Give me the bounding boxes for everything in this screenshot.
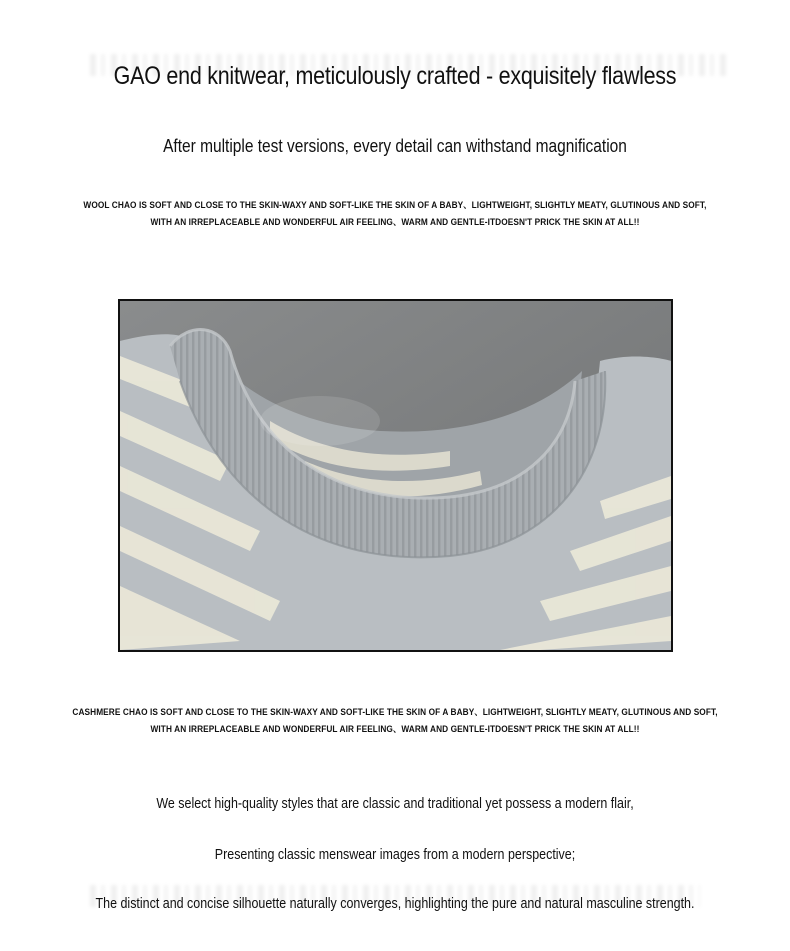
sweater-collar-illustration <box>120 301 671 650</box>
closing-line-2: Presenting classic menswear images from a modern perspective; <box>214 847 576 863</box>
wool-paragraph-line-2: WITH AN IRREPLACEABLE AND WONDERFUL AIR FEELING、WARM AND GENTLE-ITDOESN'T PRICK THE SKIN AT ALL!! <box>150 217 640 227</box>
sweater-collar-photo <box>118 299 673 652</box>
cashmere-paragraph-line-1: CASHMERE CHAO IS SOFT AND CLOSE TO THE SKIN-WAXY AND SOFT-LIKE THE SKIN OF A BABY、LIGHTWEIGHT, SLIGHTLY MEATY, GLUTINOUS AND SOFT, <box>72 707 718 717</box>
wool-paragraph <box>32 197 759 231</box>
closing-line-1: We select high-quality styles that are classic and traditional yet possess a modern flair, <box>156 796 634 812</box>
cashmere-paragraph-line-2: WITH AN IRREPLACEABLE AND WONDERFUL AIR FEELING、WARM AND GENTLE-ITDOESN'T PRICK THE SKIN AT ALL!! <box>150 724 640 734</box>
closing-line-3: The distinct and concise silhouette naturally converges, highlighting the pure and natural masculine strength. <box>95 896 695 912</box>
wool-paragraph-line-1: WOOL CHAO IS SOFT AND CLOSE TO THE SKIN-WAXY AND SOFT-LIKE THE SKIN OF A BABY、LIGHTWEIGHT, SLIGHTLY MEATY, GLUTINOUS AND SOFT, <box>83 200 707 210</box>
cashmere-paragraph <box>32 704 759 738</box>
page-headline: GAO end knitwear, meticulously crafted - exquisitely flawless <box>113 62 677 90</box>
page-subheadline: After multiple test versions, every detail can withstand magnification <box>163 136 627 156</box>
